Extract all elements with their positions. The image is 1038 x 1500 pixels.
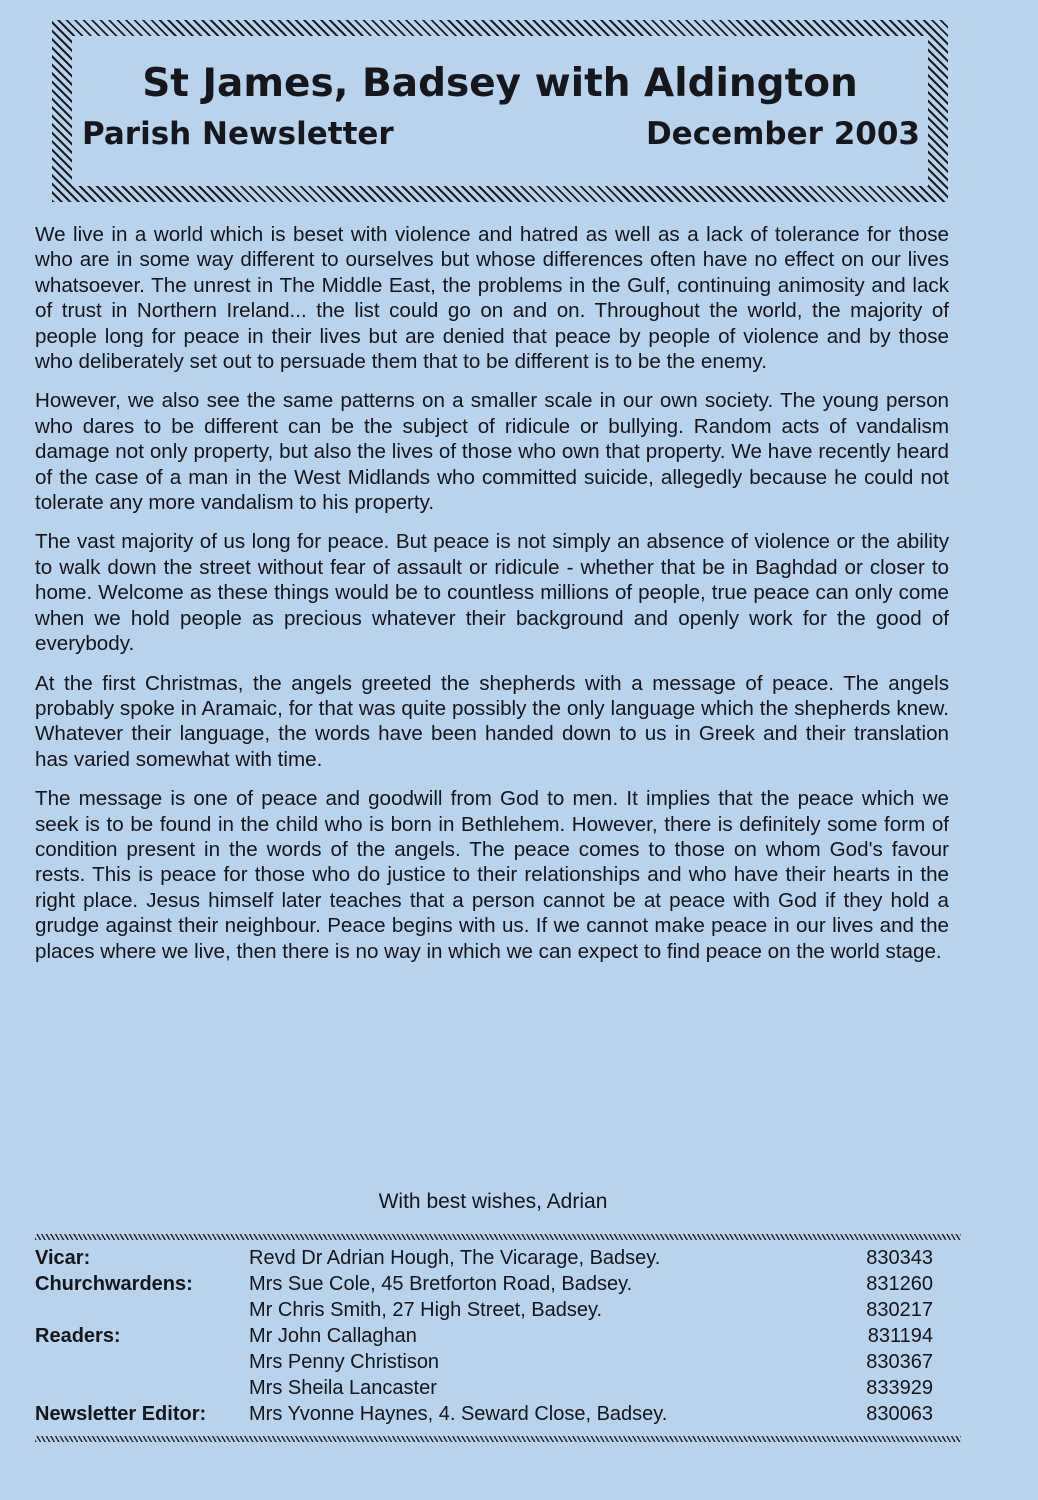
contact-phone: 830367 [866, 1351, 933, 1373]
contact-phone: 831260 [866, 1273, 933, 1295]
newsletter-title: St James, Badsey with Aldington [142, 61, 858, 106]
contact-phone: 833929 [866, 1377, 933, 1399]
contact-row [35, 1297, 951, 1323]
contact-row [35, 1375, 951, 1401]
contact-row [35, 1349, 951, 1375]
issue-date: December 2003 [645, 116, 920, 152]
contact-row [35, 1401, 951, 1427]
contact-details: Mrs Sheila Lancaster [249, 1377, 437, 1399]
contact-details: Revd Dr Adrian Hough, The Vicarage, Badsey. [249, 1247, 661, 1269]
contact-row [35, 1245, 951, 1271]
paragraph: At the first Christmas, the angels greeted the shepherds with a message of peace. The angels probably spoke in Aramaic, for that was quite possibly the only language which the shepherds knew. Whatever their language, the words have been handed down to us in Greek and their translation has varied somewhat with time. [35, 671, 949, 771]
contact-row [35, 1271, 951, 1297]
bottom-divider [35, 1436, 961, 1442]
contacts-table [35, 1245, 951, 1427]
paragraph: The vast majority of us long for peace. But peace is not simply an absence of violence or the ability to walk down the street without fear of assault or ridicule - whether that be in Baghdad or closer to home. Welcome as these things would be to countless millions of people, true peace can only come when we hold people as precious whatever their background and openly work for the good of everybody. [35, 530, 949, 656]
contact-details: Mr Chris Smith, 27 High Street, Badsey. [249, 1299, 603, 1321]
contact-role: Vicar: [35, 1247, 91, 1269]
contact-role: Churchwardens: [35, 1273, 193, 1295]
contact-phone: 830343 [866, 1247, 933, 1269]
contact-phone: 831194 [867, 1325, 933, 1347]
signoff: With best wishes, Adrian [378, 1190, 608, 1213]
article-body [35, 222, 949, 978]
contact-details: Mrs Penny Christison [249, 1351, 440, 1373]
newsletter-subtitle: Parish Newsletter [82, 116, 394, 152]
paragraph: However, we also see the same patterns on a smaller scale in our own society. The young person who dares to be different can be the subject of ridicule or bullying. Random acts of vandalism damage not only property, but also the lives of those who own that property. We have recently heard of the case of a man in the West Midlands who committed suicide, allegedly because he could not tolerate any more vandalism to his property. [35, 389, 949, 515]
contact-details: Mr John Callaghan [249, 1325, 417, 1347]
contact-details: Mrs Yvonne Haynes, 4. Seward Close, Badsey. [249, 1403, 668, 1425]
contact-role: Readers: [35, 1325, 121, 1347]
contact-phone: 830063 [866, 1403, 933, 1425]
masthead-box [52, 20, 948, 202]
paragraph: The message is one of peace and goodwill from God to men. It implies that the peace which we seek is to be found in the child who is born in Bethlehem. However, there is definitely some form of condition present in the words of the angels. The peace comes to those on whom God's favour rests. This is peace for those who do justice to their relationships and who have their hearts in the right place. Jesus himself later teaches that a person cannot be at peace with God if they hold a grudge against their neighbour. Peace begins with us. If we cannot make peace in our lives and the places where we live, then there is no way in which we can expect to find peace on the world stage. [35, 787, 949, 963]
contact-phone: 830217 [866, 1299, 933, 1321]
contact-role: Newsletter Editor: [35, 1403, 207, 1425]
contact-row [35, 1323, 951, 1349]
contact-details: Mrs Sue Cole, 45 Bretforton Road, Badsey. [249, 1273, 633, 1295]
top-divider [35, 1234, 961, 1240]
paragraph: We live in a world which is beset with violence and hatred as well as a lack of tolerance for those who are in some way different to ourselves but whose differences often have no effect on our lives whatsoever. The unrest in The Middle East, the problems in the Gulf, continuing animosity and lack of trust in Northern Ireland... the list could go on and on. Throughout the world, the majority of people long for peace in their lives but are denied that peace by people of violence and by those who deliberately set out to persuade them that to be different is to be the enemy. [35, 223, 949, 374]
masthead-inner [72, 36, 928, 186]
